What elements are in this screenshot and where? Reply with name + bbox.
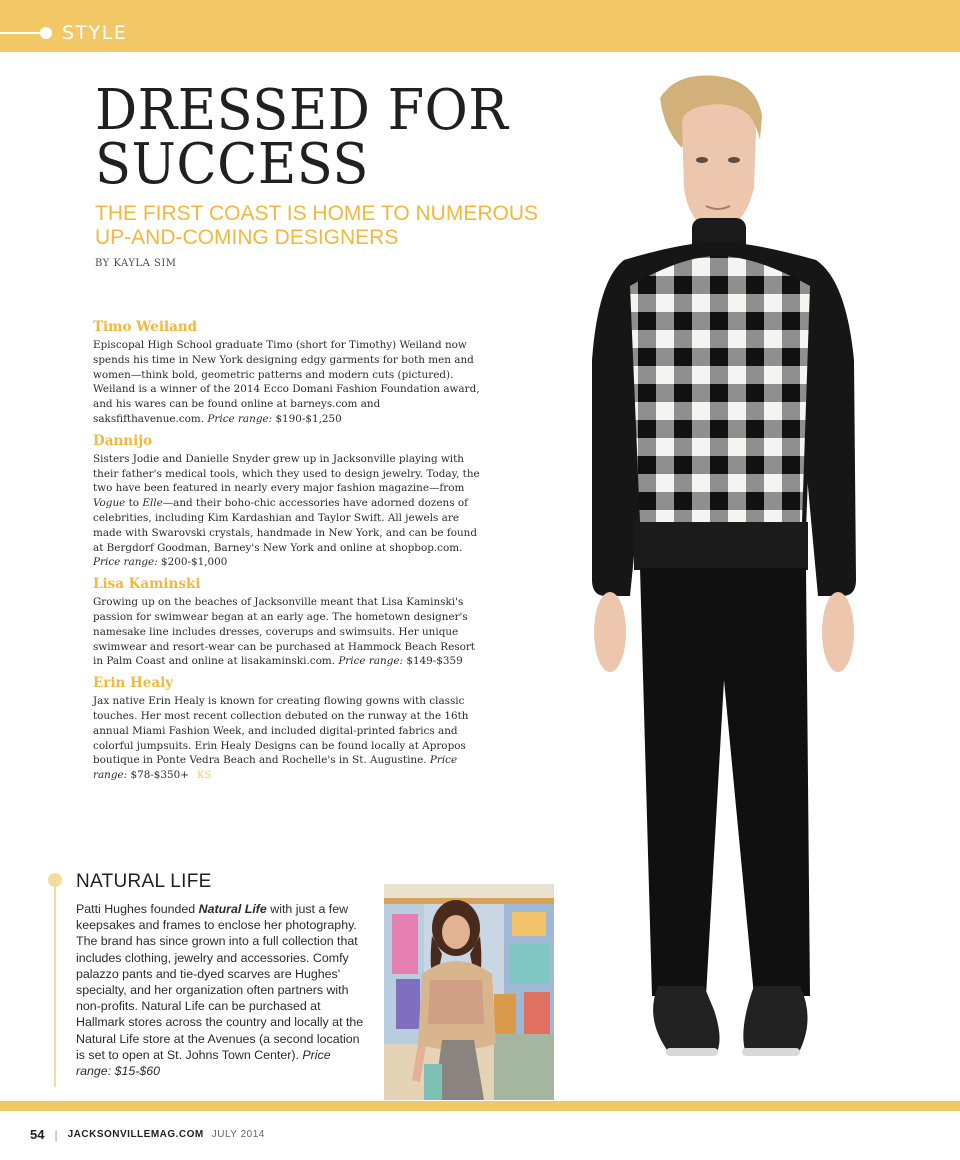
natural-life-photo — [384, 884, 554, 1100]
article-deck — [95, 202, 595, 250]
price-value: $149-$359 — [406, 655, 463, 668]
price-label: Price range: — [207, 412, 273, 425]
price-label: Price range: — [338, 655, 404, 668]
article-title — [95, 78, 584, 197]
article-title-line1: DRESSED FOR — [95, 78, 509, 143]
price-value: $15-$60 — [114, 1064, 161, 1079]
designer-description: Episcopal High School graduate Timo (short for Timothy) Weiland now spends his time in New York designing edgy garments for both men and women—think bold, geometric patterns and modern cuts (pictured). Weiland is a winner of the 2014 Ecco Domani Fashion Foundation award, and his wares can be found online at barneys.com and saksfifthavenue.com. Price range: $190-$1,250 — [93, 339, 480, 425]
byline: BY KAYLA SIM — [95, 258, 177, 269]
designer-name: Lisa Kaminski — [93, 576, 201, 593]
designer-description: Sisters Jodie and Danielle Snyder grew up in Jacksonville playing with their father's medical tools, which they used to design jewelry. Today, the two have been featured in nearly every major fashion magazine—from Vogue to Elle—and their boho-chic accessories have adorned dozens of celebrities, including Kim Kardashian and Taylor Swift. All jewels are made with Swarovski crystals, handmade in New York, and can be found at Bergdorf Goodman, Barney's New York and online at shopbop.com. Price range: $200-$1,000 — [93, 452, 480, 569]
issue-date: JULY 2014 — [211, 1129, 265, 1140]
designer-description: Growing up on the beaches of Jacksonville meant that Lisa Kaminski's passion for swimwear began at an early age. The hometown designer's namesake line includes dresses, coverups and swimsuits. Her unique swimwear and resort-wear can be purchased at Hammock Beach Resort in Palm Coast and online at lisakaminski.com. Price range: $149-$359 — [93, 596, 475, 668]
designer-description: Jax native Erin Healy is known for creating flowing gowns with classic touches. Her most recent collection debuted on the runway at the 16th annual Miami Fashion Week, and included digital-printed fabrics and colorful jumpsuits. Erin Healy Designs can be found locally at Apropos boutique in Ponte Vedra Beach and Rochelle's in St. Augustine. Price range: $78-$350+ KS — [93, 695, 469, 782]
section-label: STYLE — [62, 22, 128, 44]
article-deck-line1: THE FIRST COAST IS HOME TO NUMEROUS — [95, 202, 538, 225]
article-deck-line2: UP-AND-COMING DESIGNERS — [95, 226, 399, 249]
designer-entry-erin-healy — [93, 674, 483, 784]
brand-name: Natural Life — [198, 902, 267, 916]
sidebar-body: Patti Hughes founded Natural Life with just a few keepsakes and frames to enclose her photography. The brand has since grown into a full collection that includes clothing, jewelry and accessories. Comfy palazzo pants and tie-dyed scarves are Hughes' specialty, and her organization often partners with non-profits. Natural Life can be purchased at Hallmark stores across the country and locally at the Natural Life store at the Avenues (a second location is set to open at St. Johns Town Center). Price range: $15-$60 — [76, 902, 364, 1079]
designer-name: Timo Weiland — [93, 319, 198, 335]
page-number: 54 — [30, 1127, 45, 1142]
price-label: Price range: — [93, 754, 458, 782]
site-link[interactable]: JACKSONVILLEMAG.COM — [67, 1129, 204, 1140]
banner-rule — [0, 32, 44, 34]
end-mark-icon: KS — [196, 770, 212, 782]
article-title-line2: SUCCESS — [95, 132, 369, 197]
folio-separator: | — [54, 1127, 58, 1142]
designer-entry-timo-weiland — [93, 318, 483, 427]
sidebar-title: NATURAL LIFE — [76, 871, 212, 892]
folio — [30, 1127, 265, 1142]
sidebar-rule — [54, 887, 56, 1087]
banner-dot-icon — [40, 27, 52, 39]
price-label: Price range: — [76, 1047, 331, 1079]
price-label: Price range: — [93, 556, 158, 569]
model-photo — [584, 60, 960, 1100]
designer-entry-lisa-kaminski — [93, 575, 483, 669]
price-value: $200-$1,000 — [161, 556, 228, 569]
designer-name: Erin Healy — [93, 675, 174, 692]
footer-band — [0, 1101, 960, 1111]
sidebar-dot-icon — [48, 873, 62, 887]
section-banner — [0, 0, 960, 52]
designer-list — [93, 318, 483, 789]
designer-entry-dannijo — [93, 432, 483, 570]
price-value: $190-$1,250 — [275, 412, 342, 425]
designer-name: Dannijo — [93, 432, 153, 449]
price-value: $78-$350+ — [130, 769, 189, 782]
